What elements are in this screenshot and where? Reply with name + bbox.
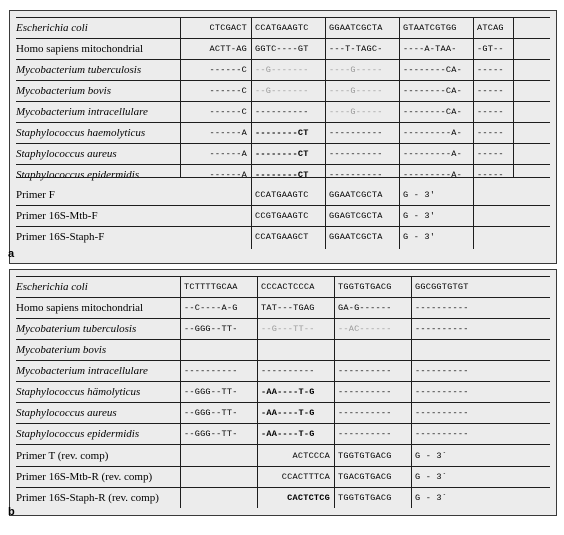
sequence-segment: ACTT-AG (209, 44, 247, 54)
sequence-segment: --------CA- (403, 65, 462, 75)
primer-segment: GGAATCGCTA (329, 190, 383, 200)
primer-segment: GGAATCGCTA (329, 232, 383, 242)
sequence-segment: --C----A-G (184, 303, 238, 313)
alignment-row (10, 319, 556, 339)
species-name: Staphylococcus hämolyticus (16, 386, 141, 398)
primer-end: G - 3' (403, 232, 436, 242)
sequence-segment: ----- (477, 86, 504, 96)
sequence-segment: -AA----T-G (261, 387, 315, 397)
sequence-segment: ---------A- (403, 170, 462, 180)
alignment-row (10, 165, 556, 185)
primer-name: Primer 16S-Staph-R (rev. comp) (16, 492, 159, 504)
primer-segment: GGAGTCGCTA (329, 211, 383, 221)
species-name: Mycobaterium tuberculosis (16, 323, 137, 335)
sequence-segment: GGTC----GT (255, 44, 309, 54)
alignment-row (10, 382, 556, 402)
primer-segment: CCGTGAAGTC (255, 211, 309, 221)
sequence-segment: --------CA- (403, 107, 462, 117)
sequence-segment: --GGG--TT- (184, 387, 238, 397)
sequence-segment: --------CT (255, 128, 309, 138)
sequence-segment: ---------- (415, 408, 469, 418)
sequence-segment: ---------A- (403, 149, 462, 159)
primer-segment: CACTCTCG (287, 493, 330, 503)
sequence-segment: -AA----T-G (261, 429, 315, 439)
species-name: Staphylococcus haemolyticus (16, 127, 146, 139)
sequence-segment: GGAATCGCTA (329, 23, 383, 33)
sequence-segment: ------A (209, 149, 247, 159)
alignment-row (10, 424, 556, 444)
alignment-row (10, 340, 556, 360)
sequence-segment: ----A-TAA- (403, 44, 457, 54)
sequence-segment: ----- (477, 149, 504, 159)
primer-segment: TGACGTGACG (338, 472, 392, 482)
sequence-segment: ---------- (415, 429, 469, 439)
sequence-segment: ----- (477, 170, 504, 180)
species-name: Homo sapiens mitochondrial (16, 43, 144, 55)
sequence-segment: ---------- (329, 128, 383, 138)
species-name: Mycobacterium bovis (16, 85, 111, 97)
species-name: Staphylococcus epidermidis (16, 169, 140, 181)
species-name: Staphylococcus aureus (16, 148, 117, 160)
sequence-segment: CCATGAAGTC (255, 23, 309, 33)
sequence-segment: ---------- (338, 429, 392, 439)
sequence-segment: --GGG--TT- (184, 408, 238, 418)
sequence-segment: TCTTTTGCAA (184, 282, 238, 292)
sequence-segment: --------CA- (403, 86, 462, 96)
sequence-segment: -AA----T-G (261, 408, 315, 418)
primer-segment: TGGTGTGACG (338, 451, 392, 461)
panel-label-a: a (8, 248, 15, 260)
alignment-row (10, 144, 556, 164)
sequence-segment: ---------- (255, 107, 309, 117)
sequence-segment: ---------- (338, 408, 392, 418)
sequence-segment (334, 340, 411, 360)
sequence-segment: GTAATCGTGG (403, 23, 457, 33)
sequence-segment (180, 340, 257, 360)
sequence-segment: ------C (209, 107, 247, 117)
species-name: Escherichia coli (16, 281, 88, 293)
sequence-segment: --GGG--TT- (184, 324, 238, 334)
sequence-segment: --------CT (255, 149, 309, 159)
sequence-segment: ATCAG (477, 23, 504, 33)
sequence-segment: TAT---TGAG (261, 303, 315, 313)
sequence-segment: ---T-TAGC- (329, 44, 383, 54)
sequence-segment: ----G----- (329, 107, 383, 117)
alignment-row (10, 81, 556, 101)
sequence-segment: ---------- (415, 324, 469, 334)
sequence-segment: -GT-- (477, 44, 504, 54)
species-name: Staphylococcus aureus (16, 407, 117, 419)
sequence-segment: --G---TT-- (261, 324, 315, 334)
alignment-row (10, 361, 556, 381)
sequence-segment: GA-G------ (338, 303, 392, 313)
alignment-row (10, 277, 556, 297)
row-divider (16, 177, 550, 178)
alignment-panel-a (9, 10, 557, 264)
sequence-segment: ---------- (338, 387, 392, 397)
sequence-segment: ------A (209, 170, 247, 180)
sequence-segment: ----G----- (329, 86, 383, 96)
primer-segment: TGGTGTGACG (338, 493, 392, 503)
sequence-segment: ---------- (415, 303, 469, 313)
primer-row (10, 227, 556, 247)
sequence-segment: --G------- (255, 65, 309, 75)
primer-end: G - 3´ (415, 451, 448, 461)
primer-row (10, 446, 556, 466)
sequence-segment: ---------- (415, 387, 469, 397)
alignment-row (10, 403, 556, 423)
alignment-panel-b (9, 269, 557, 516)
alignment-row (10, 298, 556, 318)
species-name: Homo sapiens mitochondrial (16, 302, 144, 314)
sequence-segment: ---------- (184, 366, 238, 376)
species-name: Mycobaterium bovis (16, 344, 107, 356)
primer-name: Primer 16S-Mtb-R (rev. comp) (16, 471, 153, 483)
panel-label-b: b (8, 506, 15, 518)
sequence-segment: CCCACTCCCA (261, 282, 315, 292)
primer-end: G - 3´ (415, 472, 448, 482)
primer-row (10, 488, 556, 508)
primer-end: G - 3' (403, 190, 436, 200)
sequence-segment: ------C (209, 86, 247, 96)
primer-row (10, 206, 556, 226)
species-name: Staphylococcus epidermidis (16, 428, 140, 440)
primer-segment: ACTCCCA (292, 451, 330, 461)
sequence-segment: --------CT (255, 170, 309, 180)
primer-name: Primer T (rev. comp) (16, 450, 109, 462)
alignment-row (10, 18, 556, 38)
primer-segment: CCATGAAGCT (255, 232, 309, 242)
alignment-row (10, 60, 556, 80)
sequence-segment: --G------- (255, 86, 309, 96)
sequence-segment: ----- (477, 107, 504, 117)
primer-end: G - 3' (403, 211, 436, 221)
species-name: Mycobacterium intracellulare (16, 106, 148, 118)
sequence-segment (257, 340, 334, 360)
sequence-segment: ---------- (261, 366, 315, 376)
sequence-segment: ---------A- (403, 128, 462, 138)
sequence-segment: CTCGACT (209, 23, 247, 33)
sequence-segment: --GGG--TT- (184, 429, 238, 439)
sequence-segment: ---------- (415, 366, 469, 376)
sequence-segment: ---------- (338, 366, 392, 376)
primer-segment: CCACTTTCA (281, 472, 330, 482)
alignment-row (10, 102, 556, 122)
primer-end: G - 3´ (415, 493, 448, 503)
alignment-row (10, 39, 556, 59)
alignment-row (10, 123, 556, 143)
species-name: Mycobacterium intracellulare (16, 365, 148, 377)
sequence-segment: --AC------ (338, 324, 392, 334)
sequence-segment: ---------- (329, 149, 383, 159)
row-divider (16, 444, 550, 445)
primer-name: Primer F (16, 189, 55, 201)
primer-row (10, 467, 556, 487)
sequence-segment: TGGTGTGACG (338, 282, 392, 292)
sequence-segment: ------A (209, 128, 247, 138)
sequence-segment (411, 340, 550, 360)
sequence-segment: ------C (209, 65, 247, 75)
sequence-segment: GGCGGTGTGT (415, 282, 469, 292)
sequence-segment: ----G----- (329, 65, 383, 75)
sequence-segment: ---------- (329, 170, 383, 180)
species-name: Escherichia coli (16, 22, 88, 34)
species-name: Mycobacterium tuberculosis (16, 64, 142, 76)
primer-segment: CCATGAAGTC (255, 190, 309, 200)
sequence-segment: ----- (477, 65, 504, 75)
primer-name: Primer 16S-Mtb-F (16, 210, 98, 222)
primer-name: Primer 16S-Staph-F (16, 231, 105, 243)
primer-row (10, 185, 556, 205)
sequence-segment: ----- (477, 128, 504, 138)
